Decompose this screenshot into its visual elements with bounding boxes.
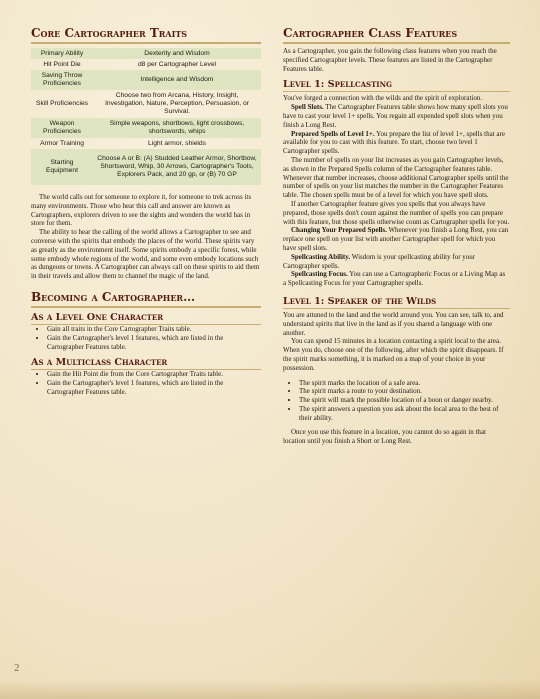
spells-increase-paragraph: The number of spells on your list increases as you gain Cartographer levels, as shown in the Prepared Spells column of the Cartographer features table. Whenever that number increases, choose additional Cartographer spells until the number of spells on your list matches the number in the Cartographer Features table. The chosen spells must be of a level for which you have spell slots. — [283, 155, 509, 200]
trait-value: Choose two from Arcana, History, Insight, Investigation, Nature, Perception, Persuasion, or Survival. — [105, 92, 249, 115]
table-row — [31, 90, 261, 118]
table-row — [31, 70, 261, 90]
list-item: • Gain all traits in the Core Cartographer Traits table. — [47, 325, 261, 334]
table-row — [31, 138, 261, 149]
speaker-list — [283, 379, 510, 423]
speaker-paragraph: Once you use this feature in a location, you cannot do so again in that location until you finish a Short or Long Rest. — [283, 428, 486, 446]
trait-value: Dexterity and Wisdom — [93, 48, 261, 59]
trait-label: Hit Point Die — [43, 60, 81, 68]
list-item: • Gain the Cartographer's level 1 features, which are listed in the Cartographer Features table. — [47, 334, 261, 352]
spell-slots-paragraph — [283, 103, 510, 129]
right-column — [283, 26, 510, 446]
prepared-spells-label: Prepared Spells of Level 1+. — [291, 129, 375, 138]
spellcasting-focus-paragraph — [283, 270, 510, 288]
trait-value: d8 per Cartographer Level — [137, 60, 217, 68]
class-features-paragraph: As a Cartographer, you gain the following class features when you reach the specified Cartographer levels. These features are listed in the Cartographer Features table. — [283, 47, 497, 73]
list-item: • The spirit marks a route to your destination. — [299, 387, 510, 396]
trait-label: Starting Equipment — [31, 149, 93, 185]
list-item: • Gain the Hit Point die from the Core Cartographer Traits table. — [47, 370, 261, 379]
trait-value: Simple weapons, shortbows, light crossbows, shortswords, whips — [93, 118, 261, 138]
speaker-title: Level 1: Speaker of the Wilds — [283, 296, 510, 309]
level-one-list — [31, 325, 261, 351]
changing-spells-label: Changing Your Prepared Spells. — [291, 226, 387, 235]
left-column — [31, 26, 261, 397]
prepared-spells-text: You prepare the list of level 1+, spells that are available for you to cast with this feature. To start, choose two level 1 Cartographer spells. — [283, 129, 505, 156]
spellcasting-ability-text: Wisdom is your spellcasting ability for your Cartographer spells. — [283, 252, 476, 270]
spell-slots-label: Spell Slots. — [291, 103, 324, 112]
core-traits-table — [31, 48, 261, 185]
trait-label: Armor Training — [40, 139, 84, 147]
spellcasting-title: Level 1: Spellcasting — [283, 79, 510, 92]
becoming-title: Becoming a Cartographer… — [31, 290, 261, 308]
table-row — [31, 118, 261, 138]
trait-label: Weapon Proficiencies — [31, 118, 93, 138]
trait-value: Light armor, shields — [148, 139, 206, 147]
speaker-paragraph: You can spend 15 minutes in a location contacting a spirit local to the area. When you do, choose one of the following, after which the spirit disappears. If the spirit marks something, it is marked on a map of your choice in your possession. — [283, 337, 504, 372]
trait-value: Choose A or B: (A) Studded Leather Armor, Shortbow, Shortsword, Whip, 30 Arrows, Cartographer's Tools, Explorers Pack, and 20 gp, or (B) 70 GP — [93, 149, 261, 185]
trait-value: Intelligence and Wisdom — [93, 70, 261, 90]
multiclass-title: As a Multiclass Character — [31, 357, 261, 370]
spellcasting-ability-paragraph — [283, 253, 510, 271]
trait-label: Primary Ability — [31, 48, 93, 59]
spellcasting-focus-label: Spellcasting Focus. — [291, 270, 348, 279]
multiclass-list — [31, 370, 261, 396]
speaker-paragraph: You are attuned to the land and the world around you. You can see, talk to, and understand spirits that live in the land as if you shared a language with one another. — [283, 310, 504, 337]
trait-label: Skill Proficiencies — [35, 100, 89, 107]
list-item: • The spirit will mark the possible location of a boon or danger nearby. — [299, 396, 510, 405]
intro-paragraph: The ability to hear the calling of the world allows a Cartographer to see and converse with the spirits that embody the places of the world. These spirits vary as greatly as the environment itself. Some spirits embody a specific forest, while some embody whole regions of the world, and some even embody locations such as dungeons or towns. A Cartographer can always call on these spirits to aid them in their travels and allow them to channel the magic of the land. — [31, 228, 260, 281]
table-row — [31, 149, 261, 185]
prepared-spells-paragraph — [283, 130, 510, 156]
spell-slots-text: The Cartographer Features table shows how many spell slots you have to cast your level 1+ spells. You regain all expended spell slots when you finish a Long Rest. — [283, 103, 508, 129]
core-traits-title: Core Cartographer Traits — [31, 26, 261, 44]
class-features-title: Cartographer Class Features — [283, 26, 510, 44]
spellcasting-focus-text: You can use a Cartographeric Focus or a Living Map as a Spellcasting Focus for your Cartographer spells. — [283, 270, 506, 288]
spellcasting-ability-label: Spellcasting Ability. — [291, 252, 351, 261]
table-row — [31, 59, 261, 70]
list-item: • The spirit answers a question you ask about the local area to the best of their ability. — [299, 405, 510, 423]
trait-label: Saving Throw Proficiencies — [31, 70, 93, 90]
changing-spells-paragraph — [283, 226, 510, 252]
table-row — [31, 48, 261, 59]
footer-bar — [0, 680, 540, 699]
list-item: • The spirit marks the location of a safe area. — [299, 379, 510, 388]
intro-paragraph: The world calls out for someone to explore it, for someone to trek across its many environments. Those who hear this call and answer are known as Cartographers, explorers driven to see the sights and wonders the world has in store for them. — [31, 193, 252, 228]
page-number: 2 — [14, 662, 20, 674]
list-item: • Gain the Cartographer's level 1 features, which are listed in the Cartographer Features table. — [47, 379, 261, 397]
another-feature-paragraph: If another Cartographer feature gives you spells that you always have prepared, those spells don't count against the number of spells you can prepare with this feature, but those spells otherwise count as Cartographer spells for you. — [283, 199, 510, 226]
level-one-title: As a Level One Character — [31, 312, 261, 325]
spellcasting-paragraph: You've forged a connection with the wilds and the spirit of exploration. — [283, 94, 483, 103]
changing-spells-text: Whenever you finish a Long Rest, you can replace one spell on your list with another Cartographer spell for which you have spell slots. — [283, 226, 509, 252]
